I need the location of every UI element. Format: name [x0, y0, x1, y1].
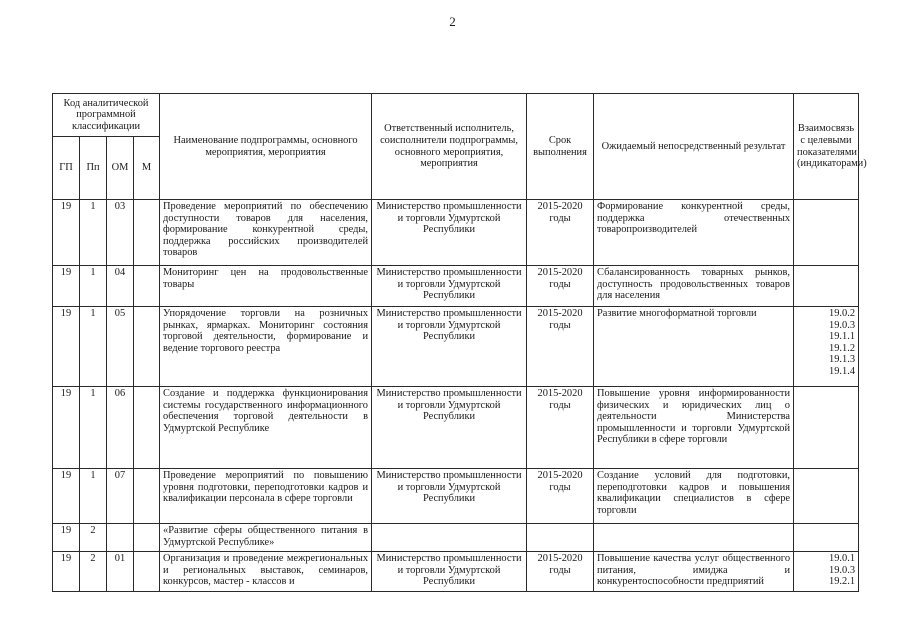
- cell-gp: 19: [53, 266, 80, 307]
- cell-result: Формирование конкурентной среды, поддержка отечественных товаропроизводителей: [594, 200, 794, 266]
- table-row: [53, 387, 859, 469]
- indicator-code: 19.1.4: [829, 365, 856, 377]
- cell-indicators: [794, 469, 859, 524]
- header-gp: ГП: [53, 137, 80, 200]
- cell-om: 07: [107, 469, 134, 524]
- cell-pp: 1: [80, 469, 107, 524]
- cell-m: [134, 266, 160, 307]
- header-term: Срок выполнения: [527, 94, 594, 200]
- cell-pp: 2: [80, 552, 107, 592]
- cell-result: Развитие многоформатной торговли: [594, 307, 794, 387]
- cell-gp: 19: [53, 469, 80, 524]
- cell-m: [134, 200, 160, 266]
- cell-indicators: [794, 266, 859, 307]
- cell-gp: 19: [53, 552, 80, 592]
- page-number: 2: [449, 14, 456, 29]
- indicator-code: 19.0.1: [829, 553, 856, 564]
- cell-gp: 19: [53, 307, 80, 387]
- cell-responsible: Министерство промышленности и торговли Удмуртской Республики: [372, 200, 527, 266]
- cell-term: 2015-2020 годы: [527, 200, 594, 266]
- cell-indicators: [794, 200, 859, 266]
- cell-name: Мониторинг цен на продовольственные товары: [160, 266, 372, 307]
- header-om: ОМ: [107, 137, 134, 200]
- cell-result: Сбалансированность товарных рынков, доступность продовольственных товаров для населения: [594, 266, 794, 307]
- cell-pp: 1: [80, 387, 107, 469]
- table-header: [53, 94, 867, 200]
- indicator-code: 19.1.1: [829, 331, 856, 343]
- cell-term: [527, 524, 594, 552]
- cell-name: Упорядочение торговли на розничных рынках, ярмарках. Мониторинг состояния торговой деятельности, формирование и ведение торгового реестра: [160, 307, 372, 387]
- cell-name: Организация и проведение межрегиональных и региональных выставок, семинаров, конкурсов, мастер - классов и: [160, 552, 372, 592]
- table-row: [53, 469, 859, 524]
- cell-indicators: [794, 524, 859, 552]
- table-row: [53, 552, 859, 592]
- cell-om: 03: [107, 200, 134, 266]
- indicator-code: 19.0.3: [829, 564, 856, 576]
- cell-m: [134, 307, 160, 387]
- cell-responsible: Министерство промышленности и торговли Удмуртской Республики: [372, 387, 527, 469]
- cell-responsible: Министерство промышленности и торговли Удмуртской Республики: [372, 307, 527, 387]
- indicator-code: 19.1.3: [829, 354, 856, 366]
- cell-om: 05: [107, 307, 134, 387]
- cell-indicators: [794, 307, 859, 387]
- header-link: Взаимосвязь с целевыми показателями (индикаторами): [794, 94, 859, 200]
- program-table: [52, 93, 867, 592]
- indicator-code: 19.2.1: [829, 576, 856, 588]
- cell-pp: 1: [80, 307, 107, 387]
- header-code-group: Код аналитической программной классификации: [53, 94, 160, 137]
- cell-result: Повышение качества услуг общественного питания, имиджа и конкурентоспособности предприятий: [594, 552, 794, 592]
- cell-om: 06: [107, 387, 134, 469]
- cell-om: 01: [107, 552, 134, 592]
- table-row: [53, 266, 859, 307]
- cell-pp: 1: [80, 200, 107, 266]
- cell-gp: 19: [53, 200, 80, 266]
- table-row: [53, 200, 859, 266]
- cell-om: [107, 524, 134, 552]
- indicator-code: 19.0.3: [829, 319, 856, 331]
- header-pp: Пп: [80, 137, 107, 200]
- cell-result: Создание условий для подготовки, переподготовки кадров и повышения квалификации специалистов в сфере торговли: [594, 469, 794, 524]
- cell-term: 2015-2020 годы: [527, 469, 594, 524]
- cell-om: 04: [107, 266, 134, 307]
- cell-term: 2015-2020 годы: [527, 552, 594, 592]
- cell-m: [134, 552, 160, 592]
- cell-name: Создание и поддержка функционирования системы государственного информационного обеспечения торговой деятельности в Удмуртской Республике: [160, 387, 372, 469]
- cell-term: 2015-2020 годы: [527, 266, 594, 307]
- cell-term: 2015-2020 годы: [527, 307, 594, 387]
- cell-m: [134, 469, 160, 524]
- table-row: [53, 307, 859, 387]
- header-result: Ожидаемый непосредственный результат: [594, 94, 794, 200]
- cell-name: Проведение мероприятий по повышению уровня подготовки, переподготовки кадров и квалификации персонала в сфере торговли: [160, 469, 372, 524]
- cell-responsible: Министерство промышленности и торговли Удмуртской Республики: [372, 266, 527, 307]
- cell-indicators: [794, 552, 859, 592]
- cell-m: [134, 387, 160, 469]
- cell-indicators: [794, 387, 859, 469]
- cell-gp: 19: [53, 524, 80, 552]
- cell-m: [134, 524, 160, 552]
- cell-gp: 19: [53, 387, 80, 469]
- indicator-code: 19.1.2: [829, 342, 856, 354]
- cell-result: [594, 524, 794, 552]
- cell-pp: 1: [80, 266, 107, 307]
- cell-responsible: [372, 524, 527, 552]
- cell-result: Повышение уровня информированности физических и юридических лиц о деятельности Министерства промышленности и торговли Удмуртской Республики в сфере торговли: [594, 387, 794, 469]
- cell-pp: 2: [80, 524, 107, 552]
- cell-responsible: Министерство промышленности и торговли Удмуртской Республики: [372, 552, 527, 592]
- cell-name: Проведение мероприятий по обеспечению доступности товаров для населения, формирование конкурентной среды, поддержка российских производителей товаров: [160, 200, 372, 266]
- header-m: М: [134, 137, 160, 200]
- cell-responsible: Министерство промышленности и торговли Удмуртской Республики: [372, 469, 527, 524]
- table-row: [53, 524, 859, 552]
- indicator-code: 19.0.2: [829, 308, 856, 319]
- table-body: [53, 200, 859, 592]
- cell-subprogram-title: «Развитие сферы общественного питания в Удмуртской Республике»: [160, 524, 372, 552]
- header-responsible: Ответственный исполнитель, соисполнители подпрограммы, основного мероприятия, мероприятия: [372, 94, 527, 200]
- header-name: Наименование подпрограммы, основного мероприятия, мероприятия: [160, 94, 372, 200]
- cell-term: 2015-2020 годы: [527, 387, 594, 469]
